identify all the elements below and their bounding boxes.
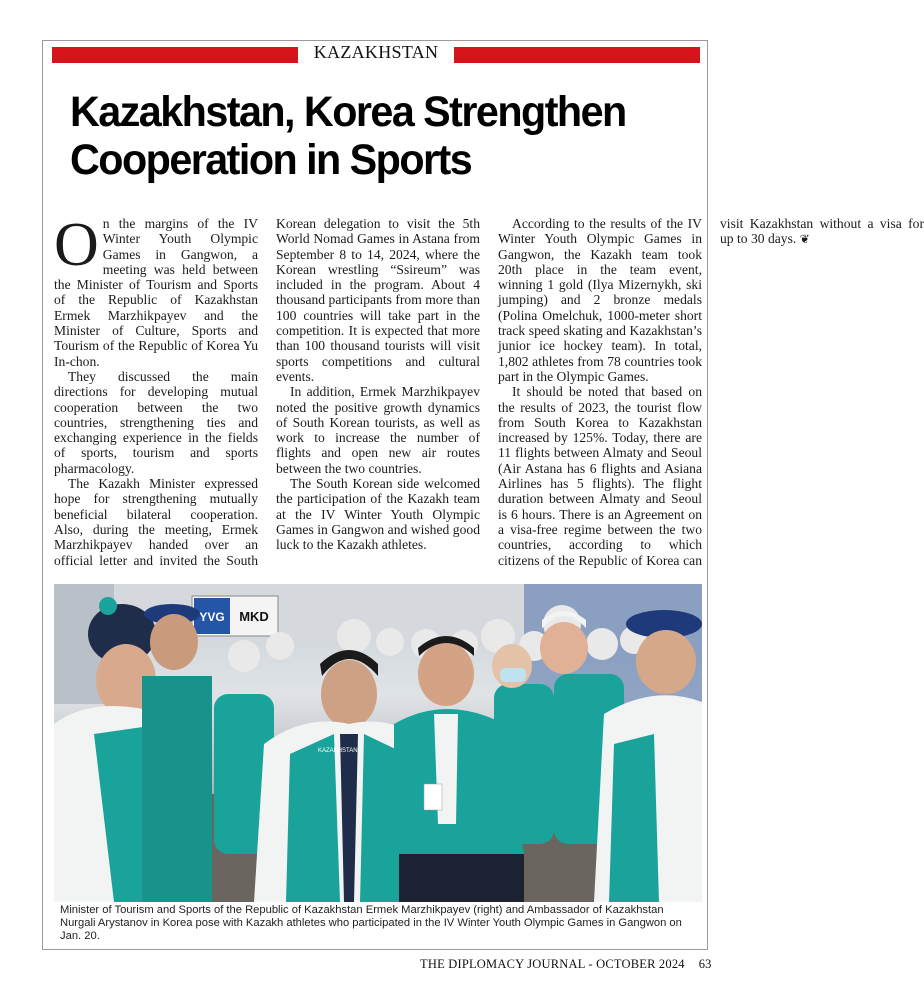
article-photo <box>54 584 702 902</box>
page-footer <box>420 957 710 972</box>
section-rule-right <box>454 47 700 63</box>
athlete-mask <box>492 644 532 688</box>
photo-caption: Minister of Tourism and Sports of the Republic of Kazakhstan Ermek Marzhikpayev (right) and Ambassador of Kazakhstan Nurgali Arystanov in Korea pose with Kazakh athletes who participated in the IV Winter Youth Olympic Games in Gangwon on Jan. 20. <box>60 904 682 942</box>
article-headline: Kazakhstan, Korea Strengthen Cooperation in Sports <box>70 88 626 184</box>
paragraph-3: The Kazakh Minister expressed hope for strengthening mutually beneficial bilateral cooperation. Also, during the meeting, Ermek Marzhikpayev handed over an official letter and invited the South Korean delegation to visit the 5th World Nomad Games in Astana from September 8 to 14, 2024, where the Korean wrestling “Ssireum” was included in the program. About 4 thousand participants from more than 100 countries will take part in the competition. It is expected that more than 100 thousand tourists will visit sports competitions and cultural events. <box>54 216 480 568</box>
country-sign <box>192 596 278 636</box>
paragraph-6: According to the results of the IV Winter Youth Olympic Games in Gangwon, the Kazakh team took 20th place in the team event, winning 1 gold (Ilya Mizernykh, ski jumping) and 2 bronze medals (Polina Omelchuk, 1000-meter short track speed skating and Kazakhstan’s junior ice hockey team). In total, 1,802 athletes from 78 countries took part in the Olympic Games. <box>498 216 702 384</box>
paragraph-5: The South Korean side welcomed the participation of the Kazakh team at the IV Winter Youth Olympic Games in Gangwon and wished good luck to the Kazakh athletes. <box>276 476 480 553</box>
section-label: KAZAKHSTAN <box>313 42 439 62</box>
section-rule-left <box>52 47 298 63</box>
end-ornament-icon: ❦ <box>799 232 810 247</box>
paragraph-2: They discussed the main directions for developing mutual cooperation between the two countries, strengthening ties and exchanging experience in the fields of sports, tourism and sports pharmacology. <box>54 368 258 476</box>
sign-right-text: MKD <box>239 609 269 624</box>
drop-cap: O <box>54 211 99 279</box>
sign-left-text: YVG <box>199 610 225 624</box>
paragraph-1: On the margins of the IV Winter Youth Olympic Games in Gangwon, a meeting was held between the Minister of Tourism and Sports of the Republic of Kazakhstan Ermek Marzhikpayev and the Minister of Culture, Sports and Tourism of the Republic of Korea Yu In-chon. <box>54 211 258 369</box>
paragraph-7: It should be noted that based on the results of 2023, the tourist flow from South Korea to Kazakhstan increased by 125%. Today, there are 11 flights between Almaty and Seoul (Air Astana has 6 flights and Asiana Airlines has 5 flights). The flight duration between Almaty and Seoul is 6 hours. There is an Agreement on a visa-free regime between the two countries, according to which citizens of the Republic of Korea can visit Kazakhstan without a visa for up to 30 days. ❦ <box>498 216 924 568</box>
page-number: 63 <box>698 957 712 971</box>
jacket-text: KAZAKHSTAN <box>318 748 358 754</box>
article-body <box>54 211 924 576</box>
publication-name: THE DIPLOMACY JOURNAL - OCTOBER 2024 <box>420 957 685 971</box>
athlete-cap <box>142 604 212 902</box>
paragraph-4: In addition, Ermek Marzhikpayev noted the positive growth dynamics of South Korean tourists, as well as work to increase the number of flights and open new air routes between the two countries. <box>276 384 480 476</box>
